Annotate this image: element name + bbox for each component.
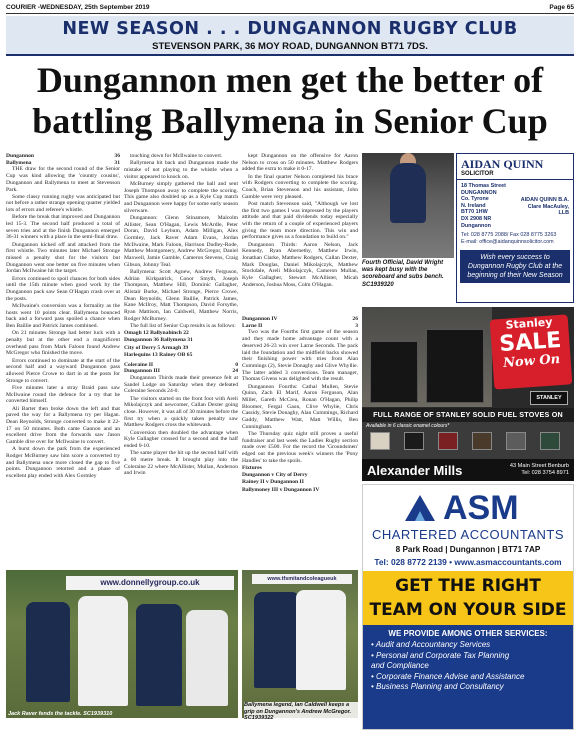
paragraph: Two was the Fourths first game of the season and they made home advantage count with a deserved 26-23 win over Larne Seconds. The pack laid the foundation and the midfield backs showed their finishing power with tries from Alan Cummings (2), Stevie Donaghy and Glive Whyllie. The latter added 3 conversions. Team manager, Thomas Givens was delighted with the result. — [242, 329, 358, 383]
score-value: 0 — [235, 361, 238, 368]
colour-swatch — [540, 432, 560, 450]
paragraph: Ballymena hit back and Dungannon made the mistake of not playing to the whistle when a visitor appeared to knock on. — [124, 160, 238, 180]
score-line-coleraine — [124, 362, 238, 369]
fixture-line: Ballymoney III v Dungannon IV — [242, 486, 320, 493]
sale-word: SALE — [498, 327, 563, 358]
mills-tel: Tel: 028 3754 8971 — [521, 470, 569, 476]
page-folio — [6, 2, 574, 14]
official-photo-caption: Fourth Official, David Wright was kept busy with the scoreboard and subs bench. SC1939320 — [362, 260, 444, 288]
asm-phone: Tel: 028 8772 2139 • www.asmaccountants.com — [374, 557, 562, 567]
score-line-dungannon-iii — [124, 368, 238, 375]
paragraph: Dungannon kicked off and attacked from the first whistle. Two minutes later Michael Stronge missed a penalty shot for the visitors but Dungannon went one better on five minutes when Jordan McIlwaine hit the target. — [6, 241, 120, 275]
result-line: Harlequins 13 Rainey OB 65 — [124, 351, 193, 358]
colour-swatch — [506, 432, 526, 450]
fixture-line: Rainey II v Dungannon II — [242, 479, 304, 486]
score-team: Dungannon III — [124, 368, 160, 375]
score-value: 31 — [114, 159, 120, 166]
mills-contact — [510, 463, 569, 477]
colour-swatch — [370, 432, 390, 450]
address-line: DUNGANNON — [461, 189, 497, 196]
score-line-dungannon-iv — [242, 316, 358, 323]
colours-label: Available in 6 classic enamel colours* — [366, 423, 450, 429]
paragraph: Errors continued to dominate at the start of the second half and a wayward Dungannon pass allowed Pierce Crowe to dart in at the posts for Stronge to convert. — [6, 357, 120, 384]
player-figure — [136, 604, 182, 706]
paragraph: A burst down the park from the experienced Rodger McBurney saw him score a converted try and Ballymena once more closed the gap to five points. Dungannon retorted and a phase of excellent play ended with Alex Gormley — [6, 446, 120, 480]
score-team: Dungannon — [6, 153, 34, 159]
paragraph: Ali Barter then broke down the left and that paved the way for a Ballymena try per Hagan. Dean Reynolds, Stronge converted to make it 22-17 on 50 minutes. Both came Gannon and an excellent drive from the forwards saw Jason Gamble dive over for McIlwaine to convert. — [6, 405, 120, 446]
paragraph: Errors continued to spoil chances for both sides until the 15th minute when good work by the Dungannon pack saw Sean O'Hagan crash over at the posts. — [6, 275, 120, 302]
asm-service-item: • Business Planning and Consultancy — [371, 682, 504, 692]
stove-illustration — [370, 341, 418, 403]
player-figure — [78, 596, 128, 706]
score-team: Ballymena — [6, 159, 32, 166]
address-line: DX 2908 NR Dungannon — [461, 215, 492, 229]
advert-address-right — [519, 197, 569, 229]
paragraph: THE draw for the second round of the Senior Cup was kind allowing the 'country cousins', Dungannon and Ballymena to meet at Stevenson Park. — [6, 166, 120, 193]
paragraph: The same player the hit up the second half with a 60 metre break. It brought play into the Coleraine 22 where McAllister, Mullan, Anderson and Irwin — [124, 450, 238, 477]
advert-role: SOLICITOR — [457, 171, 573, 180]
pitch-advert-board: www.donnellygroup.co.uk — [66, 576, 234, 590]
paragraph: Before the break that improved and Dungannon led 15-3. The second half produced a total of seven tries and at the finish Dungannon emerged 36-31 winners with a place in the semi-final draw. — [6, 214, 120, 241]
article-headline: Dungannon men get the better of battling Ballymena in Senior Cup — [32, 60, 548, 141]
article-column-3-lower — [242, 316, 358, 570]
asm-headline-1: GET THE RIGHT — [395, 576, 541, 596]
stove-illustration — [426, 329, 484, 403]
sale-now: Now On — [502, 352, 561, 371]
asm-services-lead: WE PROVIDE AMONG OTHER SERVICES: — [388, 629, 548, 638]
paragraph: Dungannon: Glenn Stinamore, Malcolm Allister, Sean O'Hagan, Lewis McArdle, Peter Doran, David Leybum, Adam Milligan, Alex Gormley, Jack Raver Adam Evans, Jordan McIlwaine, Mark Faloon, Harrison Dudley-Rode, Matthew Montgomery, Andrew McGregor, Daniel Maxwell, Jamie Gamble, Cameron Stevens, Craig Gibson, Johnny Teal. — [124, 214, 238, 268]
score-team: Coleraine II — [124, 361, 154, 368]
paragraph: touching down for McIlwaine to convert. — [130, 153, 223, 159]
alexander-mills-bar — [362, 459, 574, 481]
score-line-1 — [6, 153, 120, 160]
advert-phone: Tel: 028 8775 2088/ Fax 028 8775 3263 — [461, 232, 557, 239]
advert-email: E-mail: office@aidanquinnsolicitor.com — [461, 238, 554, 245]
score-value: 36 — [114, 153, 120, 159]
fixtures-heading: Fixtures — [242, 464, 262, 471]
partner-line: AIDAN QUINN B.A. — [520, 197, 569, 203]
partner-line: Clare MacAuley, LLB — [527, 203, 569, 217]
match-photo-grip — [242, 570, 358, 718]
stove-colour-options — [362, 422, 574, 459]
advert-name: AIDAN QUINN — [461, 157, 544, 171]
official-photo — [362, 153, 454, 258]
result-line: Dungannon 36 Ballymena 31 — [124, 337, 193, 344]
paragraph: The visitors started on the front foot with Areli Mikolajczyk and newcomer, Callan Dexter going close. However, it was all of 30 minutes before the first try when a quickly taken penalty saw Matthew Rodgers cross the whitewash. — [124, 395, 238, 429]
player-figure — [254, 592, 300, 688]
stove-photo — [362, 307, 492, 407]
player-figure — [186, 610, 228, 706]
asm-logo-word: ASM — [443, 489, 519, 527]
score-value: 26 — [352, 316, 358, 322]
stanley-advert — [362, 307, 574, 459]
asm-headline-2: TEAM ON YOUR SIDE — [369, 600, 567, 620]
section-banner — [6, 16, 574, 56]
score-value: 24 — [232, 368, 238, 375]
photo-person-body — [390, 163, 426, 223]
match-photo-tackle — [6, 570, 238, 718]
stanley-strap: FULL RANGE OF STANLEY SOLID FUEL STOVES ON — [362, 408, 574, 422]
asm-service-item: and Compliance — [371, 661, 429, 671]
paragraph: Post match Stevenson said, "Although we lost the first two games I was impressed by the players attitude and that paid dividends today especially with the return of a couple of experienced players giving the team more direction. This win and performance gives us a foundation to build on." — [242, 200, 358, 241]
article-column-1 — [6, 153, 120, 565]
advert-address-left — [461, 183, 519, 229]
article-column-2 — [124, 153, 238, 551]
fixture-line: Dungannon v City of Derry — [242, 472, 308, 479]
colour-swatch — [438, 432, 458, 450]
pitch-advert-board: www.tfsmitandcoleagueuk — [252, 574, 352, 584]
address-line: BT70 1HW — [461, 209, 488, 216]
banner-title: NEW SEASON . . . DUNGANNON RUGBY CLUB — [62, 19, 518, 39]
banner-subtitle: STEVENSON PARK, 36 MOY ROAD, DUNGANNON BT71 7DS. — [152, 41, 428, 52]
result-line: City of Derry 5 Armagh 39 — [124, 344, 189, 351]
score-team: Dungannon IV — [242, 316, 278, 322]
paragraph: Five minutes later a stray Braid pass saw McIlwaine round the defence for a try that he converted himself. — [6, 384, 120, 405]
sale-brand: Stanley — [505, 315, 553, 332]
folio-date: COURIER -WEDNESDAY, 25th September 2019 — [6, 4, 150, 11]
asm-subtitle: CHARTERED ACCOUNTANTS — [371, 527, 565, 542]
mills-name: Alexander Mills — [367, 462, 463, 478]
asm-service-item: • Corporate Finance Advise and Assistance — [371, 671, 525, 681]
paragraph: In the final quarter Nelson completed his brace with Rodgers converting to complete the scoring. Coach, Brian Stevenson and his assistant, John Gamble were very pleased. — [242, 173, 358, 200]
match-photo-tackle-caption: Jack Raver fends the tackle. SC1939310 — [8, 711, 113, 717]
paragraph: McBurney simply gathered the ball and sent Joseph Thompson away to complete the scoring. This game also doubled up as a Kyle Cup match and Dungannon were happy for some early season silverware. — [124, 180, 238, 214]
paragraph: Some classy running rugby was anticipated but not before a rather strange opening quarter yielded lots of errors and referee's whistle. — [6, 193, 120, 214]
paragraph: kept Dungannon on the offensive for Aaron Nelson to cross on 50 minutes. Matthew Rodgers added the extra to make it 0-17. — [242, 153, 358, 173]
asm-address: 8 Park Road | Dungannon | BT71 7AP — [395, 545, 541, 554]
paragraph: The full list of Senior Cup results is as follows: — [130, 323, 236, 330]
aidan-quinn-advert — [456, 153, 574, 303]
paragraph: Dungannon Fourths: Cathal Mullen, Stevie Quinn, Zach El Marif, Aaron Ferguson, Alan Miller, Gareth McCrea, Ronan O'Hagan, Philip Bloomer, Fergal Gaon, Clive Whylie, Chris Cassidy, Stevie Donaghy, Alan Cummings, Richard Gaddy, Matthew Watt, Matt Willis, Ben Cunningham. — [242, 383, 358, 430]
paragraph: Dungannon Thirds made their presence felt at Sandel Lodge on Saturday when they defeated Coleraine Seconds 24-0. — [124, 375, 238, 395]
paragraph: On 21 minutes Stronge had better luck with a penalty but at the other end a magnificent overhead pass from Mark Faloon found Andrew McGregor who finished the move. — [6, 330, 120, 357]
paragraph: Ballymena: Scott Agnew, Andrew Ferguson, Adrian Kirkpatrick, Conor Smyth, Joseph Thompson, Matthew Hill, Dominic Gallagher, Alistair Burke, Michael Stronge, Pierce Crowe, Dean Reynolds, Glenn Baillie, Patrick James, Kane McIlroy, Matt Thompson, David Forsythe, Ryan Mattison, Ian Caldwell, Matthew Norris, Rodger McBurney. — [124, 268, 238, 322]
score-team: Larne II — [242, 322, 263, 329]
score-value: 3 — [355, 322, 358, 329]
asm-services — [363, 625, 573, 729]
asm-headline — [363, 571, 573, 625]
address-line: Co. Tyrone — [461, 196, 489, 203]
address-line: N. Ireland — [461, 202, 486, 209]
result-line: Omagh 12 Ballynahinch 22 — [124, 330, 189, 337]
address-line: 18 Thomas Street — [461, 183, 506, 189]
player-figure — [296, 590, 346, 690]
asm-advert — [362, 484, 574, 730]
sale-badge — [490, 314, 573, 389]
asm-logo-icon — [403, 491, 437, 525]
paragraph: Dungannon Thirds: Aaron Nelson, Jack Kennedy, Ryan Abernethy, Matthew Irwin, Jonathan Clarke, Matthew Rodgers, Callan Dexter, Mark Douglas, Daniel Mikolajczyk, Matthew Stockdale, Areli Mikolajczyk, Cameron Mullan, Kyle Gallagher, Stewart McAllister, Micah Anderson, Joshua Moss, Colm O'Hagan. — [242, 241, 358, 288]
colour-swatch — [404, 432, 424, 450]
player-figure — [26, 602, 70, 702]
paragraph: Conversion then doubled the advantage when Kyle Gallagher crossed for a second and the half ended 0-10. — [124, 429, 238, 450]
asm-service-item: • Audit and Accountancy Services — [371, 640, 491, 649]
match-photo-grip-caption: Ballymena legend, Ian Caldwell keeps a grip on Dungannon's Andrew McGregor. SC1939322 — [244, 702, 358, 726]
advert-address-block — [457, 180, 573, 232]
paragraph: McIlwaine's conversion was a formality as the hosts went 10 points clear. Ballymena bounced back and a forward pass spoiled a chance when Ben Baillie and Patrick James combined. — [6, 302, 120, 330]
paragraph: The Thursday quiz night still proves a useful fundraiser and last week the Ladies Rugby section made over £500. For the record the 'Groundsmen' edged out the previous week's winners the 'Pony Handles' to take the spoils. — [242, 430, 358, 464]
stanley-logo: STANLEY — [530, 391, 568, 405]
folio-page: Page 65 — [549, 4, 574, 11]
colour-swatch — [472, 432, 492, 450]
mills-address: 43 Main Street Benburb — [509, 463, 569, 469]
advert-wish: Wish every success to Dungannon Rugby Club at the beginning of their New Season — [460, 250, 570, 283]
asm-service-item: • Personal and Corporate Tax Planning — [371, 650, 510, 660]
article-column-3 — [242, 153, 358, 306]
